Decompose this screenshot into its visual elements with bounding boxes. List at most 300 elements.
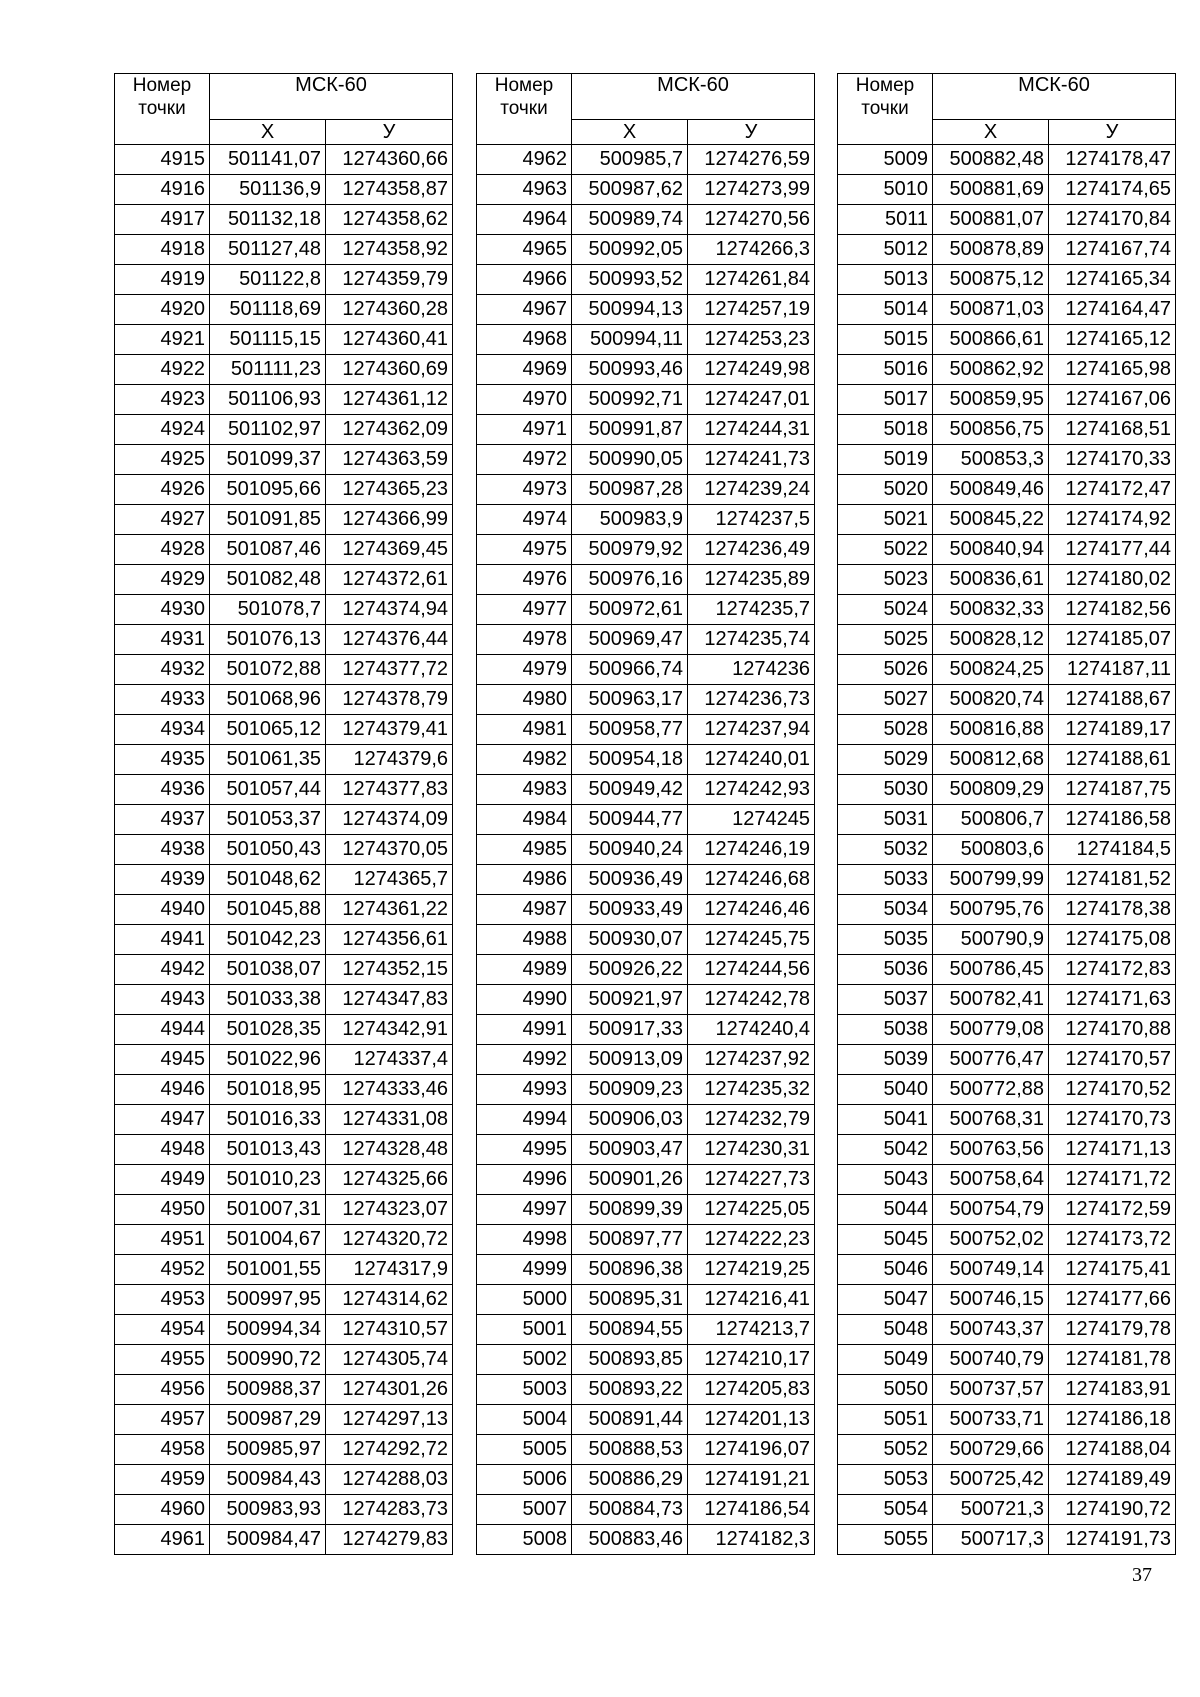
table-row <box>838 1495 1176 1525</box>
table-row <box>115 715 453 745</box>
y-coordinate-cell: 1274227,73 <box>688 1165 815 1195</box>
table-row <box>477 1315 815 1345</box>
table-row <box>477 895 815 925</box>
x-coordinate-cell: 500993,46 <box>572 355 688 385</box>
table-row <box>115 745 453 775</box>
point-number-cell: 5039 <box>838 1045 933 1075</box>
y-coordinate-cell: 1274168,51 <box>1049 415 1176 445</box>
table-row <box>838 865 1176 895</box>
y-coordinate-cell: 1274279,83 <box>326 1525 453 1555</box>
table-row <box>477 715 815 745</box>
y-coordinate-cell: 1274244,31 <box>688 415 815 445</box>
y-coordinate-cell: 1274172,47 <box>1049 475 1176 505</box>
y-coordinate-cell: 1274235,89 <box>688 565 815 595</box>
table-row <box>477 205 815 235</box>
x-column-header: X <box>210 120 326 145</box>
point-number-cell: 5055 <box>838 1525 933 1555</box>
table-row <box>115 895 453 925</box>
y-coordinate-cell: 1274225,05 <box>688 1195 815 1225</box>
x-coordinate-cell: 500803,6 <box>933 835 1049 865</box>
point-number-cell: 4920 <box>115 295 210 325</box>
x-coordinate-cell: 500994,34 <box>210 1315 326 1345</box>
table-row <box>115 1105 453 1135</box>
x-coordinate-cell: 500878,89 <box>933 235 1049 265</box>
y-coordinate-cell: 1274174,92 <box>1049 505 1176 535</box>
y-coordinate-cell: 1274237,94 <box>688 715 815 745</box>
x-coordinate-cell: 500933,49 <box>572 895 688 925</box>
x-coordinate-cell: 500721,3 <box>933 1495 1049 1525</box>
y-coordinate-cell: 1274185,07 <box>1049 625 1176 655</box>
point-number-cell: 4999 <box>477 1255 572 1285</box>
point-number-cell: 5004 <box>477 1405 572 1435</box>
point-number-cell: 5022 <box>838 535 933 565</box>
table-row <box>115 985 453 1015</box>
table-row <box>115 625 453 655</box>
point-number-cell: 5023 <box>838 565 933 595</box>
x-coordinate-cell: 500940,24 <box>572 835 688 865</box>
x-coordinate-cell: 500979,92 <box>572 535 688 565</box>
y-coordinate-cell: 1274178,47 <box>1049 145 1176 175</box>
point-number-cell: 5026 <box>838 655 933 685</box>
point-number-header: Номер точки <box>115 74 210 145</box>
y-coordinate-cell: 1274182,56 <box>1049 595 1176 625</box>
point-number-cell: 4935 <box>115 745 210 775</box>
point-number-cell: 4915 <box>115 145 210 175</box>
point-number-cell: 5008 <box>477 1525 572 1555</box>
table-row <box>477 1495 815 1525</box>
y-coordinate-cell: 1274170,73 <box>1049 1105 1176 1135</box>
x-coordinate-cell: 501018,95 <box>210 1075 326 1105</box>
y-coordinate-cell: 1274266,3 <box>688 235 815 265</box>
y-coordinate-cell: 1274314,62 <box>326 1285 453 1315</box>
y-coordinate-cell: 1274360,66 <box>326 145 453 175</box>
x-coordinate-cell: 500992,05 <box>572 235 688 265</box>
x-coordinate-cell: 500763,56 <box>933 1135 1049 1165</box>
y-coordinate-cell: 1274270,56 <box>688 205 815 235</box>
y-coordinate-cell: 1274171,13 <box>1049 1135 1176 1165</box>
table-row <box>477 625 815 655</box>
table-row <box>838 1015 1176 1045</box>
x-coordinate-cell: 501007,31 <box>210 1195 326 1225</box>
table-row <box>838 745 1176 775</box>
y-coordinate-cell: 1274245,75 <box>688 925 815 955</box>
y-coordinate-cell: 1274175,08 <box>1049 925 1176 955</box>
x-coordinate-cell: 500786,45 <box>933 955 1049 985</box>
y-coordinate-cell: 1274235,32 <box>688 1075 815 1105</box>
point-number-cell: 4931 <box>115 625 210 655</box>
point-number-cell: 5040 <box>838 1075 933 1105</box>
y-coordinate-cell: 1274188,04 <box>1049 1435 1176 1465</box>
coordinates-table-2 <box>476 73 815 1555</box>
table-row <box>115 1465 453 1495</box>
table-row <box>838 1465 1176 1495</box>
y-coordinate-cell: 1274240,4 <box>688 1015 815 1045</box>
x-coordinate-cell: 501001,55 <box>210 1255 326 1285</box>
table-row <box>477 985 815 1015</box>
point-number-cell: 4944 <box>115 1015 210 1045</box>
table-row <box>838 235 1176 265</box>
point-number-cell: 4943 <box>115 985 210 1015</box>
table-row <box>477 385 815 415</box>
table-row <box>115 1495 453 1525</box>
y-coordinate-cell: 1274362,09 <box>326 415 453 445</box>
point-number-cell: 4997 <box>477 1195 572 1225</box>
table-row <box>838 145 1176 175</box>
x-coordinate-cell: 501065,12 <box>210 715 326 745</box>
y-coordinate-cell: 1274171,63 <box>1049 985 1176 1015</box>
point-number-cell: 5028 <box>838 715 933 745</box>
point-number-header: Номер точки <box>838 74 933 145</box>
x-coordinate-cell: 500758,64 <box>933 1165 1049 1195</box>
point-number-cell: 4957 <box>115 1405 210 1435</box>
point-number-cell: 4972 <box>477 445 572 475</box>
point-number-cell: 5053 <box>838 1465 933 1495</box>
point-number-cell: 5042 <box>838 1135 933 1165</box>
y-coordinate-cell: 1274242,78 <box>688 985 815 1015</box>
point-number-cell: 4994 <box>477 1105 572 1135</box>
table-row <box>477 1195 815 1225</box>
y-coordinate-cell: 1274246,68 <box>688 865 815 895</box>
y-coordinate-cell: 1274323,07 <box>326 1195 453 1225</box>
x-coordinate-cell: 500990,72 <box>210 1345 326 1375</box>
table-row <box>838 445 1176 475</box>
point-number-cell: 4988 <box>477 925 572 955</box>
point-number-cell: 5015 <box>838 325 933 355</box>
x-coordinate-cell: 500913,09 <box>572 1045 688 1075</box>
point-number-cell: 4951 <box>115 1225 210 1255</box>
point-number-cell: 5048 <box>838 1315 933 1345</box>
x-coordinate-cell: 501048,62 <box>210 865 326 895</box>
y-column-header: У <box>326 120 453 145</box>
point-number-cell: 4980 <box>477 685 572 715</box>
table-row <box>115 445 453 475</box>
y-coordinate-cell: 1274184,5 <box>1049 835 1176 865</box>
table-row <box>838 955 1176 985</box>
point-number-cell: 5031 <box>838 805 933 835</box>
y-coordinate-cell: 1274245 <box>688 805 815 835</box>
table-row <box>115 295 453 325</box>
x-coordinate-cell: 500729,66 <box>933 1435 1049 1465</box>
x-coordinate-cell: 500926,22 <box>572 955 688 985</box>
table-row <box>115 865 453 895</box>
y-coordinate-cell: 1274170,33 <box>1049 445 1176 475</box>
table-row <box>838 805 1176 835</box>
point-number-cell: 4966 <box>477 265 572 295</box>
y-coordinate-cell: 1274358,87 <box>326 175 453 205</box>
table-row <box>115 775 453 805</box>
x-coordinate-cell: 501106,93 <box>210 385 326 415</box>
y-coordinate-cell: 1274253,23 <box>688 325 815 355</box>
point-number-header: Номер точки <box>477 74 572 145</box>
x-coordinate-cell: 500795,76 <box>933 895 1049 925</box>
y-coordinate-cell: 1274219,25 <box>688 1255 815 1285</box>
coordinate-system-header: МСК-60 <box>572 74 815 120</box>
x-coordinate-cell: 501033,38 <box>210 985 326 1015</box>
table-row <box>477 835 815 865</box>
x-coordinate-cell: 501061,35 <box>210 745 326 775</box>
coordinates-table-3 <box>837 73 1176 1555</box>
x-coordinate-cell: 500840,94 <box>933 535 1049 565</box>
x-coordinate-cell: 500987,62 <box>572 175 688 205</box>
table-row <box>477 685 815 715</box>
point-number-cell: 4945 <box>115 1045 210 1075</box>
y-coordinate-cell: 1274366,99 <box>326 505 453 535</box>
y-coordinate-cell: 1274170,84 <box>1049 205 1176 235</box>
y-coordinate-cell: 1274360,41 <box>326 325 453 355</box>
point-number-cell: 4981 <box>477 715 572 745</box>
x-coordinate-cell: 500894,55 <box>572 1315 688 1345</box>
table-row <box>838 205 1176 235</box>
y-coordinate-cell: 1274186,58 <box>1049 805 1176 835</box>
table-row <box>477 595 815 625</box>
point-number-cell: 5024 <box>838 595 933 625</box>
x-coordinate-cell: 500917,33 <box>572 1015 688 1045</box>
point-number-cell: 5035 <box>838 925 933 955</box>
x-coordinate-cell: 500966,74 <box>572 655 688 685</box>
x-coordinate-cell: 501010,23 <box>210 1165 326 1195</box>
point-number-cell: 4952 <box>115 1255 210 1285</box>
point-number-cell: 5038 <box>838 1015 933 1045</box>
table-row <box>838 1165 1176 1195</box>
table-row <box>477 355 815 385</box>
table-row <box>115 1135 453 1165</box>
x-coordinate-cell: 501004,67 <box>210 1225 326 1255</box>
table-row <box>115 1285 453 1315</box>
x-coordinate-cell: 500881,69 <box>933 175 1049 205</box>
point-number-cell: 5050 <box>838 1375 933 1405</box>
point-number-cell: 4986 <box>477 865 572 895</box>
y-coordinate-cell: 1274374,09 <box>326 805 453 835</box>
point-number-cell: 5002 <box>477 1345 572 1375</box>
x-coordinate-cell: 500875,12 <box>933 265 1049 295</box>
y-coordinate-cell: 1274165,34 <box>1049 265 1176 295</box>
y-coordinate-cell: 1274181,78 <box>1049 1345 1176 1375</box>
table-row <box>115 1195 453 1225</box>
x-coordinate-cell: 501042,23 <box>210 925 326 955</box>
point-number-cell: 4985 <box>477 835 572 865</box>
point-number-cell: 4932 <box>115 655 210 685</box>
x-coordinate-cell: 501118,69 <box>210 295 326 325</box>
point-number-cell: 5013 <box>838 265 933 295</box>
point-number-cell: 5041 <box>838 1105 933 1135</box>
point-number-cell: 4995 <box>477 1135 572 1165</box>
table-row <box>838 1255 1176 1285</box>
table-row <box>115 1255 453 1285</box>
table-row <box>477 1105 815 1135</box>
x-coordinate-cell: 501111,23 <box>210 355 326 385</box>
y-coordinate-cell: 1274170,88 <box>1049 1015 1176 1045</box>
x-coordinate-cell: 501053,37 <box>210 805 326 835</box>
table-row <box>477 265 815 295</box>
y-coordinate-cell: 1274292,72 <box>326 1435 453 1465</box>
point-number-cell: 4926 <box>115 475 210 505</box>
point-number-cell: 5033 <box>838 865 933 895</box>
point-number-cell: 5025 <box>838 625 933 655</box>
y-coordinate-cell: 1274374,94 <box>326 595 453 625</box>
point-number-cell: 4917 <box>115 205 210 235</box>
y-coordinate-cell: 1274236,73 <box>688 685 815 715</box>
point-number-cell: 4963 <box>477 175 572 205</box>
x-coordinate-cell: 501087,46 <box>210 535 326 565</box>
table-row <box>477 505 815 535</box>
y-coordinate-cell: 1274297,13 <box>326 1405 453 1435</box>
point-number-cell: 4993 <box>477 1075 572 1105</box>
point-number-cell: 4987 <box>477 895 572 925</box>
y-coordinate-cell: 1274178,38 <box>1049 895 1176 925</box>
table-row <box>477 295 815 325</box>
y-coordinate-cell: 1274170,52 <box>1049 1075 1176 1105</box>
y-coordinate-cell: 1274189,17 <box>1049 715 1176 745</box>
point-number-cell: 4996 <box>477 1165 572 1195</box>
table-row <box>115 415 453 445</box>
point-number-cell: 4941 <box>115 925 210 955</box>
y-coordinate-cell: 1274239,24 <box>688 475 815 505</box>
table-row <box>838 895 1176 925</box>
table-row <box>477 445 815 475</box>
table-row <box>115 1165 453 1195</box>
point-number-cell: 5018 <box>838 415 933 445</box>
x-coordinate-cell: 500987,29 <box>210 1405 326 1435</box>
point-number-cell: 5032 <box>838 835 933 865</box>
y-coordinate-cell: 1274376,44 <box>326 625 453 655</box>
point-number-cell: 5012 <box>838 235 933 265</box>
y-coordinate-cell: 1274244,56 <box>688 955 815 985</box>
table-row <box>838 1045 1176 1075</box>
x-coordinate-cell: 500743,37 <box>933 1315 1049 1345</box>
coordinates-table-1 <box>114 73 453 1555</box>
point-number-cell: 4949 <box>115 1165 210 1195</box>
point-number-cell: 4989 <box>477 955 572 985</box>
point-number-cell: 5020 <box>838 475 933 505</box>
table-row <box>477 145 815 175</box>
point-number-cell: 5044 <box>838 1195 933 1225</box>
x-coordinate-cell: 500958,77 <box>572 715 688 745</box>
x-coordinate-cell: 500859,95 <box>933 385 1049 415</box>
y-coordinate-cell: 1274379,41 <box>326 715 453 745</box>
x-coordinate-cell: 501141,07 <box>210 145 326 175</box>
table-row <box>838 1315 1176 1345</box>
y-coordinate-cell: 1274331,08 <box>326 1105 453 1135</box>
y-coordinate-cell: 1274247,01 <box>688 385 815 415</box>
x-coordinate-cell: 501038,07 <box>210 955 326 985</box>
table-row <box>838 715 1176 745</box>
point-number-cell: 5016 <box>838 355 933 385</box>
y-coordinate-cell: 1274210,17 <box>688 1345 815 1375</box>
y-coordinate-cell: 1274170,57 <box>1049 1045 1176 1075</box>
x-coordinate-cell: 500984,43 <box>210 1465 326 1495</box>
y-coordinate-cell: 1274365,23 <box>326 475 453 505</box>
point-number-cell: 5017 <box>838 385 933 415</box>
x-coordinate-cell: 500790,9 <box>933 925 1049 955</box>
point-number-cell: 4942 <box>115 955 210 985</box>
point-number-cell: 5009 <box>838 145 933 175</box>
table-row <box>477 1285 815 1315</box>
x-coordinate-cell: 500993,52 <box>572 265 688 295</box>
y-coordinate-cell: 1274360,69 <box>326 355 453 385</box>
y-coordinate-cell: 1274165,12 <box>1049 325 1176 355</box>
table-row <box>838 505 1176 535</box>
point-number-cell: 4927 <box>115 505 210 535</box>
y-coordinate-cell: 1274317,9 <box>326 1255 453 1285</box>
y-coordinate-cell: 1274235,7 <box>688 595 815 625</box>
y-coordinate-cell: 1274191,21 <box>688 1465 815 1495</box>
table-row <box>477 235 815 265</box>
point-number-cell: 4967 <box>477 295 572 325</box>
y-coordinate-cell: 1274352,15 <box>326 955 453 985</box>
x-coordinate-cell: 500954,18 <box>572 745 688 775</box>
y-coordinate-cell: 1274257,19 <box>688 295 815 325</box>
y-coordinate-cell: 1274177,66 <box>1049 1285 1176 1315</box>
table-row <box>477 535 815 565</box>
point-number-cell: 4919 <box>115 265 210 295</box>
table-row <box>838 1525 1176 1555</box>
page-number: 37 <box>1132 1564 1152 1586</box>
table-row <box>477 1135 815 1165</box>
x-coordinate-cell: 500845,22 <box>933 505 1049 535</box>
table-row <box>115 565 453 595</box>
x-coordinate-cell: 501095,66 <box>210 475 326 505</box>
point-number-cell: 4973 <box>477 475 572 505</box>
point-number-cell: 4991 <box>477 1015 572 1045</box>
table-row <box>115 595 453 625</box>
table-row <box>838 265 1176 295</box>
table-row <box>477 175 815 205</box>
x-coordinate-cell: 500737,57 <box>933 1375 1049 1405</box>
x-coordinate-cell: 501045,88 <box>210 895 326 925</box>
x-coordinate-cell: 501022,96 <box>210 1045 326 1075</box>
table-row <box>477 775 815 805</box>
x-coordinate-cell: 501082,48 <box>210 565 326 595</box>
x-coordinate-cell: 500983,93 <box>210 1495 326 1525</box>
point-number-cell: 5046 <box>838 1255 933 1285</box>
y-coordinate-cell: 1274242,93 <box>688 775 815 805</box>
table-row <box>477 565 815 595</box>
x-coordinate-cell: 500849,46 <box>933 475 1049 505</box>
table-row <box>838 355 1176 385</box>
table-row <box>477 865 815 895</box>
y-coordinate-cell: 1274183,91 <box>1049 1375 1176 1405</box>
table-row <box>838 1225 1176 1255</box>
y-coordinate-cell: 1274167,74 <box>1049 235 1176 265</box>
y-coordinate-cell: 1274276,59 <box>688 145 815 175</box>
point-number-cell: 5054 <box>838 1495 933 1525</box>
table-row <box>838 685 1176 715</box>
x-coordinate-cell: 500883,46 <box>572 1525 688 1555</box>
x-coordinate-cell: 500856,75 <box>933 415 1049 445</box>
x-coordinate-cell: 500754,79 <box>933 1195 1049 1225</box>
point-number-cell: 5000 <box>477 1285 572 1315</box>
y-coordinate-cell: 1274246,46 <box>688 895 815 925</box>
table-row <box>115 685 453 715</box>
table-row <box>115 655 453 685</box>
table-row <box>115 1045 453 1075</box>
point-number-cell: 4937 <box>115 805 210 835</box>
y-coordinate-cell: 1274237,92 <box>688 1045 815 1075</box>
table-row <box>838 1345 1176 1375</box>
table-row <box>115 205 453 235</box>
y-coordinate-cell: 1274301,26 <box>326 1375 453 1405</box>
point-number-cell: 4982 <box>477 745 572 775</box>
x-coordinate-cell: 500987,28 <box>572 475 688 505</box>
point-number-cell: 4974 <box>477 505 572 535</box>
x-coordinate-cell: 500836,61 <box>933 565 1049 595</box>
y-coordinate-cell: 1274356,61 <box>326 925 453 955</box>
table-row <box>838 385 1176 415</box>
x-coordinate-cell: 500992,71 <box>572 385 688 415</box>
coordinate-system-header: МСК-60 <box>210 74 453 120</box>
y-coordinate-cell: 1274186,18 <box>1049 1405 1176 1435</box>
y-coordinate-cell: 1274261,84 <box>688 265 815 295</box>
